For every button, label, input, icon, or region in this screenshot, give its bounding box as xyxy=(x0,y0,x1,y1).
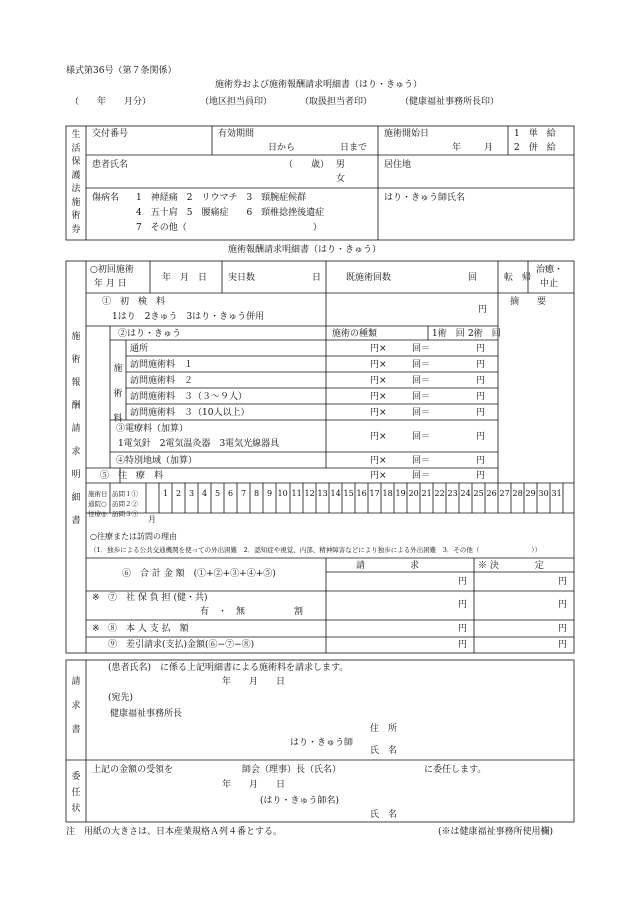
fee-row-label: 訪問施術料 ３（３～９人） xyxy=(130,392,248,402)
electro-fee-label: ③電療料（加算） xyxy=(116,424,189,434)
director-stamp-label: （健康福祉事務所長印） xyxy=(400,97,500,107)
single-benefit-option: 1 単 給 xyxy=(514,129,556,139)
self-pay-office-mark: ※ xyxy=(92,624,100,634)
calendar-house-call-label: 往療◎ xyxy=(88,510,107,518)
outcome-label: 転 帰 xyxy=(504,273,532,283)
calendar-treatment-day-label: 施術日 xyxy=(88,490,108,498)
calendar-day: 10 xyxy=(277,489,288,498)
calendar-visit-3-label: 訪問３③ xyxy=(112,510,138,518)
calendar-month-label: 月 xyxy=(148,515,156,524)
calendar-day: 8 xyxy=(254,489,260,498)
calendar-day: 30 xyxy=(538,489,549,498)
first-visit-date-label: 年 月 日 xyxy=(94,279,127,289)
calendar-day: 17 xyxy=(369,489,380,498)
detail-side-label: 施 術 報 酬 請 求 明 細 書 xyxy=(71,332,81,526)
patient-name-label: 患者氏名 xyxy=(92,160,129,170)
calendar-day: 24 xyxy=(460,489,471,498)
outcome-cure: 治癒・ xyxy=(536,265,564,275)
first-fee-label: ① 初 検 料 xyxy=(102,297,166,307)
proxy-date: 年 月 日 xyxy=(222,780,286,790)
proxy-side-label: 委 任 状 xyxy=(71,772,81,814)
proxy-practitioner-label: (はり・きゅう師名) xyxy=(260,796,340,806)
visit-reason-title: ○往療または訪問の理由 xyxy=(90,532,177,541)
claim-addressee-label: (宛先) xyxy=(108,693,134,703)
special-area-times: 回＝ xyxy=(412,456,431,466)
electro-fee-times: 回＝ xyxy=(412,432,431,442)
insurance-claim-yen: 円 xyxy=(458,600,468,610)
calendar-day: 12 xyxy=(304,489,315,498)
calendar-day: 18 xyxy=(382,489,393,498)
fee-row-yen: 円× xyxy=(370,344,387,354)
kind-2-count: 2術 回 xyxy=(468,329,501,339)
net-claim-yen: 円 xyxy=(458,640,468,650)
practitioner-name-label: はり・きゅう師氏名 xyxy=(384,193,466,203)
special-area-total-yen: 円 xyxy=(476,456,486,466)
valid-period-label: 有効期間 xyxy=(218,129,255,139)
electro-fee-total-yen: 円 xyxy=(476,432,486,442)
first-visit-ymd: 年 月 日 xyxy=(162,273,208,283)
proxy-association-head: 師会（理事）長（氏名） xyxy=(242,765,342,775)
claim-side-label: 請 求 書 xyxy=(71,677,81,735)
fee-row-total-yen: 円 xyxy=(476,408,486,418)
claim-practitioner-label: はり・きゅう師 xyxy=(290,738,354,748)
calendar-visit-1-label: 訪問１① xyxy=(112,490,138,498)
insurance-share-label: ⑦ 社 保 負 担 (健・共) xyxy=(108,593,208,603)
hari-kyu-label: ②はり・きゅう xyxy=(118,329,182,339)
fee-row-times: 回＝ xyxy=(412,408,431,418)
female-label: 女 xyxy=(336,174,346,184)
ticket-side-label: 生 活 保 護 法 施 術 券 xyxy=(71,130,81,235)
fee-row-yen: 円× xyxy=(370,376,387,386)
calendar-day: 23 xyxy=(447,489,458,498)
fee-row-times: 回＝ xyxy=(412,392,431,402)
calendar-day: 22 xyxy=(434,489,445,498)
travel-fee-times: 回＝ xyxy=(412,471,431,481)
calendar-day: 27 xyxy=(499,489,510,498)
first-fee-options: 1はり 2きゅう 3はり・きゅう併用 xyxy=(112,312,265,322)
fee-row-yen: 円× xyxy=(370,360,387,370)
calendar-day: 4 xyxy=(202,489,208,498)
paper-size-note: 注 用紙の大きさは、日本産業規格Ａ列４番とする。 xyxy=(66,827,283,837)
calendar-day: 29 xyxy=(525,489,536,498)
calendar-day: 15 xyxy=(343,489,354,498)
insurance-yes-no: 有 ・ 無 xyxy=(200,607,246,617)
fee-row-total-yen: 円 xyxy=(476,392,486,402)
claim-statement: (患者氏名) に係る上記明細書による施術料を請求します。 xyxy=(108,663,349,673)
claim-name-label: 氏 名 xyxy=(370,746,398,756)
claim-column-header: 請 求 xyxy=(356,561,420,571)
fee-row-total-yen: 円 xyxy=(476,360,486,370)
office-use-note: (※は健康福祉事務所使用欄) xyxy=(438,827,554,837)
disease-options-line-2: 4 五十肩 5 腰痛症 6 頸椎捻挫後遺症 xyxy=(136,208,325,218)
age-label: （ 歳） xyxy=(284,160,330,170)
electro-fee-yen: 円× xyxy=(370,432,387,442)
fee-row-yen: 円× xyxy=(370,408,387,418)
disease-label: 傷病名 xyxy=(92,193,120,203)
treatment-fee-side-label: 施 術 料 xyxy=(113,364,123,424)
fee-row-label: 訪問施術料 １ xyxy=(130,360,194,370)
total-claim-yen: 円 xyxy=(458,577,468,587)
calendar-day: 6 xyxy=(228,489,234,498)
fee-row-times: 回＝ xyxy=(412,360,431,370)
fee-row-times: 回＝ xyxy=(412,376,431,386)
calendar-day: 2 xyxy=(176,489,182,498)
special-area-label: ④特別地域（加算） xyxy=(116,456,198,466)
travel-fee-yen: 円× xyxy=(370,471,387,481)
kind-1-count: 1術 回 xyxy=(432,329,465,339)
fee-row-yen: 円× xyxy=(370,392,387,402)
calendar-day: 26 xyxy=(486,489,497,498)
proxy-statement-start: 上記の金額の受領を xyxy=(92,765,174,775)
travel-fee-total-yen: 円 xyxy=(476,471,486,481)
disease-options-line-1: 1 神経痛 2 リウマチ 3 頸腕症候群 xyxy=(136,193,307,203)
calendar-outpatient-label: 通院○ xyxy=(88,500,107,508)
visit-reason-text: （1．独歩による公共交通機関を使っての外出困難 2．認知症や視覚、内部、精神障害などにより独歩による外出困難 3．その他（ ）） xyxy=(90,546,542,554)
prior-count-label: 既施術回数 xyxy=(346,273,392,283)
calendar-day: 1 xyxy=(163,489,169,498)
claim-addressee: 健康福祉事務所長 xyxy=(110,709,183,719)
proxy-name-label: 氏 名 xyxy=(370,810,398,820)
special-area-yen: 円× xyxy=(370,456,387,466)
outcome-stop: 中止 xyxy=(540,279,559,289)
self-pay-claim-yen: 円 xyxy=(458,624,468,634)
disease-options-line-3: 7 その他（ ） xyxy=(136,223,322,233)
calendar-day: 9 xyxy=(267,489,273,498)
form-title: 施術券および施術報酬請求明細書（はり・きゅう） xyxy=(215,80,423,90)
fee-row-times: 回＝ xyxy=(412,344,431,354)
decision-column-header: ※ 決 定 xyxy=(478,561,544,571)
valid-to-label: 日まで xyxy=(340,143,368,153)
calendar-day: 3 xyxy=(189,489,195,498)
electro-fee-options: 1電気針 2電気温灸器 3電気光線器具 xyxy=(118,439,280,449)
fee-row-total-yen: 円 xyxy=(476,376,486,386)
days-unit: 日 xyxy=(312,273,322,283)
insurance-office-mark: ※ xyxy=(92,593,100,603)
calendar-day: 16 xyxy=(356,489,367,498)
fee-row-label: 訪問施術料 ２ xyxy=(130,376,194,386)
calendar-day: 5 xyxy=(215,489,221,498)
calendar-day: 20 xyxy=(408,489,419,498)
self-pay-decision-yen: 円 xyxy=(558,624,568,634)
calendar-day: 28 xyxy=(512,489,523,498)
calendar-day: 31 xyxy=(551,489,562,498)
fee-row-label: 通所 xyxy=(130,344,149,354)
calendar-day: 11 xyxy=(291,489,302,498)
combined-benefit-option: 2 併 給 xyxy=(514,143,556,153)
net-amount-label: ⑨ 差引請求(支払)金額(⑥−⑦−⑧) xyxy=(108,640,255,650)
first-fee-yen: 円 xyxy=(478,305,488,315)
proxy-statement-end: に委任します。 xyxy=(424,765,487,775)
form-number: 様式第36号（第７条関係） xyxy=(66,66,177,76)
fee-row-total-yen: 円 xyxy=(476,344,486,354)
calendar-day: 25 xyxy=(473,489,484,498)
fee-row-label: 訪問施術料 ３（10人以上） xyxy=(130,408,250,418)
period-label: （ 年 月分） xyxy=(70,97,152,107)
summary-label: 摘 要 xyxy=(510,297,547,307)
travel-fee-label: ⑤ 往 療 料 xyxy=(100,471,164,481)
claim-address-label: 住 所 xyxy=(370,724,398,734)
insurance-decision-yen: 円 xyxy=(558,600,568,610)
calendar-visit-2-label: 訪問２② xyxy=(112,500,138,508)
calendar-day: 7 xyxy=(241,489,247,498)
start-date-label: 施術開始日 xyxy=(384,129,430,139)
male-label: 男 xyxy=(336,160,346,170)
treatment-kinds-label: 施術の種類 xyxy=(332,329,378,339)
total-amount-label: ⑥ 合 計 金 額 (①+②+③+④+⑤) xyxy=(122,569,276,579)
insurance-percent-unit: 割 xyxy=(294,607,304,617)
self-pay-label: ⑧ 本 人 支 払 額 xyxy=(108,624,189,634)
count-unit: 回 xyxy=(468,273,478,283)
net-decision-yen: 円 xyxy=(558,640,568,650)
district-stamp-label: （地区担当員印） xyxy=(200,97,273,107)
calendar-day: 14 xyxy=(330,489,341,498)
total-decision-yen: 円 xyxy=(558,577,568,587)
start-year-label: 年 xyxy=(452,143,462,153)
calendar-day: 21 xyxy=(421,489,432,498)
residence-label: 居住地 xyxy=(384,160,412,170)
start-month-label: 月 xyxy=(484,143,494,153)
handler-stamp-label: （取扱担当者印） xyxy=(300,97,373,107)
claim-date: 年 月 日 xyxy=(222,677,286,687)
issue-number-label: 交付番号 xyxy=(92,129,129,139)
actual-days-label: 実日数 xyxy=(228,273,256,283)
detail-title: 施術報酬請求明細書（はり・きゅう） xyxy=(228,245,382,255)
first-visit-label: ○初回施術 xyxy=(90,265,134,275)
calendar-day: 19 xyxy=(395,489,406,498)
valid-from-label: 日から xyxy=(268,143,296,153)
calendar-day: 13 xyxy=(317,489,328,498)
